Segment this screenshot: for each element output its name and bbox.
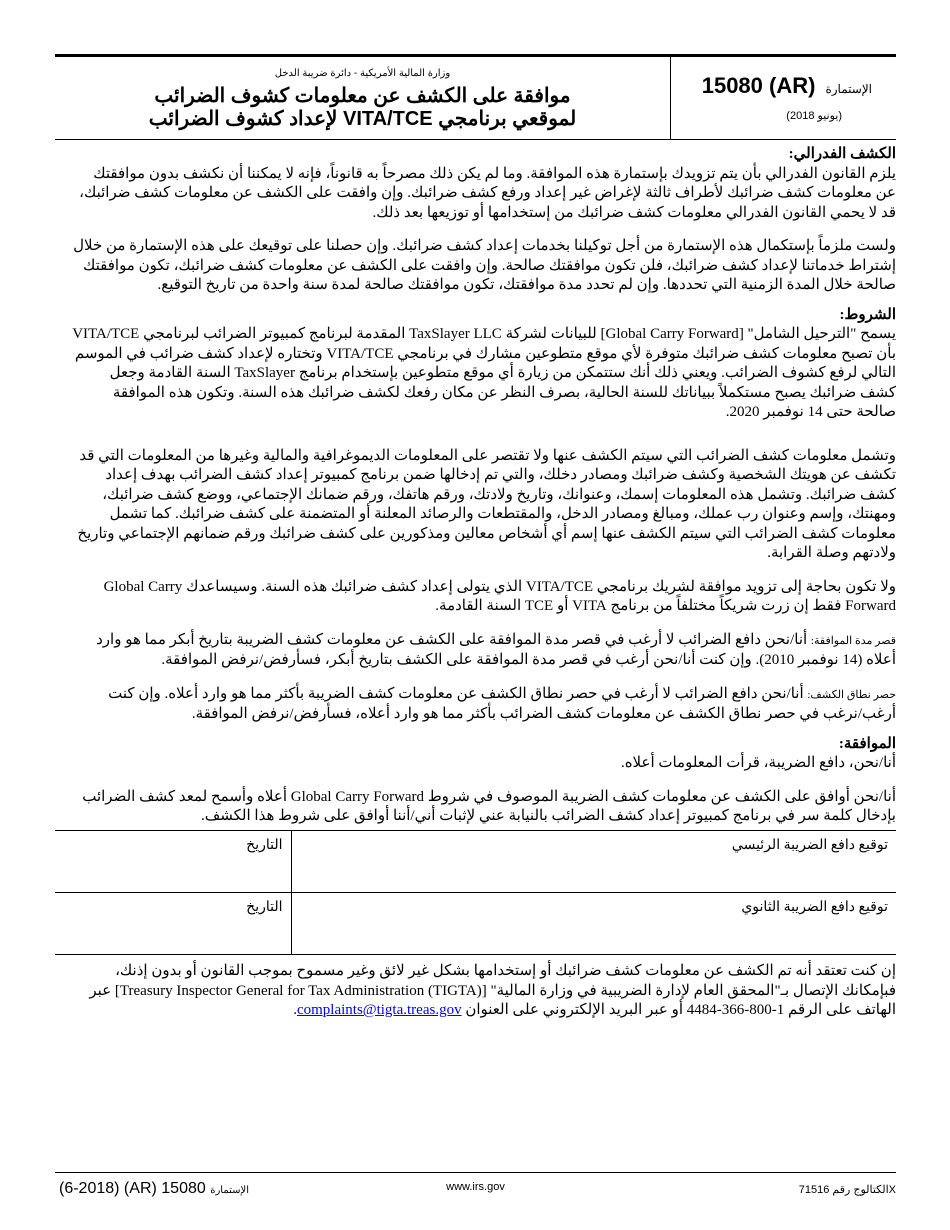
federal-heading: الكشف الفدرالي:: [788, 146, 896, 162]
consent-paragraph-2: أنا/نحن أوافق على الكشف عن معلومات كشف الضريبة الموصوف في شروط Global Carry Forward أعلاه وأسمح لمعد كشف الضرائب بإدخال كلمة سر في برنامج كمبيوتر إعداد كشف الضرائب بالنيابة عني لإثبات أني/أننا أوافق على شروط هذا الكشف.: [82, 788, 896, 824]
tigta-end: .: [293, 1002, 297, 1018]
title-line-1: موافقة على الكشف عن معلومات كشوف الضرائب: [154, 85, 571, 107]
limit-duration-clause: [71, 631, 896, 671]
limit-duration-text: أنا/نحن دافع الضرائب لا أرغب في قصر مدة الموافقة على الكشف عن معلومات كشف الضريبة بتاريخ أبكر مما هو وارد أعلاه (14 نوفمبر 2010). وإن كنت أنا/نحن أرغب في قصر مدة الموافقة على الكشف بتاريخ أبكر، فسأرفض/نرفض الموافقة.: [96, 631, 896, 668]
form-number-box: [670, 57, 896, 140]
footer-form-id: 15080 (AR) (6-2018): [59, 1180, 206, 1197]
form-date: (يونيو 2018): [786, 110, 842, 122]
secondary-date-field[interactable]: [55, 893, 291, 955]
limit-duration-label: قصر مدة الموافقة:: [810, 634, 896, 647]
primary-signature-row: [55, 831, 896, 893]
title-block: [55, 57, 670, 140]
consent-paragraph-1: أنا/نحن، دافع الضريبة، قرأت المعلومات أعلاه.: [620, 755, 896, 771]
primary-signature-label: توقيع دافع الضريبة الرئيسي: [731, 838, 888, 853]
limit-scope-clause: [71, 685, 896, 725]
tigta-text: إن كنت تعتقد أنه تم الكشف عن معلومات كشف ضرائبك أو إستخدامها بشكل غير لائق وغير مسموح بموجب القانون أو بدون إذنك، فبإمكانك الإتصال بـ"المحقق العام لإدارة الضريبية في وزارة المالية" [Treasury Inspector General for Tax Administration (TIGTA)] عبر الهاتف على الرقم 1-800-366-4484 أو عبر البريد الإلكتروني على العنوان: [89, 963, 896, 1018]
form-header: [55, 54, 896, 140]
form-number: (AR) 15080: [701, 73, 816, 98]
signature-table: [55, 830, 896, 955]
catalog-number: الكتالوج رقم 71516X: [798, 1184, 896, 1196]
limit-scope-label: حصر نطاق الكشف:: [807, 688, 896, 701]
agency-name: وزارة المالية الأمريكية - دائرة ضريبة الدخل: [274, 68, 451, 79]
secondary-signature-label: توقيع دافع الضريبة الثانوي: [741, 900, 888, 915]
tigta-notice: [71, 962, 896, 1021]
consent-heading: الموافقة:: [838, 735, 896, 752]
primary-date-field[interactable]: [55, 831, 291, 893]
terms-paragraph-3: ولا تكون بحاجة إلى تزويد موافقة لشريك برنامجي VITA/TCE الذي يتولى إعداد كشف ضرائبك هذه السنة. وسيساعدك Global Carry Forward فقط إن زرت شريكاً مختلفاً من برنامج VITA أو TCE السنة القادمة.: [103, 578, 896, 614]
title-line-2: لموقعي برنامجي VITA/TCE لإعداد كشوف الضرائب: [148, 108, 577, 130]
limit-scope-text: أنا/نحن دافع الضرائب لا أرغب في حصر نطاق الكشف عن معلومات كشف الضريبة بأكثر مما هو وارد أعلاه. وإن كنت أرغب/نرغب في حصر نطاق الكشف عن معلومات كشف الضرائب بأكثر مما هو وارد أعلاه، فسأرفض/نرفض الموافقة.: [108, 685, 896, 722]
page-footer: [55, 1172, 896, 1203]
form-word: الإستمارة: [825, 82, 872, 96]
primary-signature-field[interactable]: [291, 831, 896, 893]
terms-heading: الشروط:: [839, 306, 896, 323]
secondary-signature-row: [55, 893, 896, 955]
footer-form-word: الإستمارة: [210, 1185, 250, 1196]
tigta-email-link[interactable]: complaints@tigta.treas.gov: [296, 1002, 462, 1018]
federal-paragraph-1: يلزم القانون الفدرالي بأن يتم تزويدك بإستمارة هذه الموافقة. وما لم يكن ذلك مصرحاً به قانوناً، فإنه لا يمكننا أن نكشف بدون موافقتك عن معلومات كشف ضرائبك لأطراف ثالثة لإغراض غير إعداد ورفع كشف ضرائبك. وإن وافقت على الكشف عن معلومات كشف ضرائبك، قد لا يحمي القانون الفدرالي معلومات كشف ضرائبك من إستخدامها أو توزيعها بعد ذلك.: [79, 165, 896, 221]
website-link[interactable]: www.irs.gov: [446, 1181, 505, 1193]
date-label: التاريخ: [246, 838, 283, 853]
footer-form-number: [59, 1180, 249, 1198]
secondary-signature-field[interactable]: [291, 893, 896, 955]
form-body: [71, 145, 896, 827]
terms-paragraph-1: يسمح "الترحيل الشامل" [Global Carry Forward] للبيانات لشركة TaxSlayer LLC المقدمة لبرنامج كمبيوتر الضرائب لبرنامجي VITA/TCE بأن تصبح معلومات كشف ضرائبك متوفرة لأي موقع متطوعين مشارك في برنامجي VITA/TCE وتختاره لإعداد كشف ضرائب في الموسم التالي لرفع كشوف الضرائب. ويعني ذلك أنك ستتمكن من زيارة أي موقع متطوعين بإستخدام برنامج TaxSlayer السنة القادمة وجعل كشف ضرائبك يصبح مستكملاً ببياناتك للسنة الحالية، بصرف النظر عن مكان رفعك لكشف ضرائبك هذه السنة. وتكون هذه الموافقة صالحة حتى 14 نوفمبر 2020.: [72, 326, 896, 420]
terms-paragraph-2: وتشمل معلومات كشف الضرائب التي سيتم الكشف عنها ولا تقتصر على المعلومات الديموغرافية والمالية وغيرها من المعلومات التي قد تكشف عن هويتك الشخصية وكشف ضرائبك ومصادر دخلك، والتي تم إدخالها ضمن برنامج كمبيوتر إعداد كشف الضرائب بهدف إعداد كشف ضرائبك. وتشمل هذه المعلومات إسمك، وعنوانك، وتاريخ ولادتك، ورقم هاتفك، ورقم ضمانك الإجتماعي، ووضع كشف ضرائبك، ومهنتك، وإسم وعنوان رب عملك، ومبالغ ومصادر الدخل، والمقتطعات والرصائد المعلنة أو المتضمنة على كشف ضرائبك. كما تشمل معلومات كشف الضرائب التي سيتم الكشف عنها إسم أي أشخاص معالين ومذكورين على كشف ضرائبك ورقم ضمانهم الإجتماعي وتاريخ ولادتهم وصلة القرابة.: [77, 447, 896, 561]
federal-paragraph-2: ولست ملزماً بإستكمال هذه الإستمارة من أجل توكيلنا بخدمات إعداد كشف ضرائبك. وإن حصلنا على توقيعك على هذه الإستمارة من خلال إشتراط خدماتنا لإعداد كشف ضرائبك، فلن تكون موافقتك صالحة. وإن وافقت على الكشف عن معلومات كشف ضرائبك، تكون موافقتك صالحة خلال المدة الزمنية التي تحددها. وإن لم تحدد مدة موافقتك، تكون موافقتك صالحة لمدة سنة واحدة من تاريخ التوقيع.: [73, 238, 896, 293]
date-label: التاريخ: [246, 900, 283, 915]
